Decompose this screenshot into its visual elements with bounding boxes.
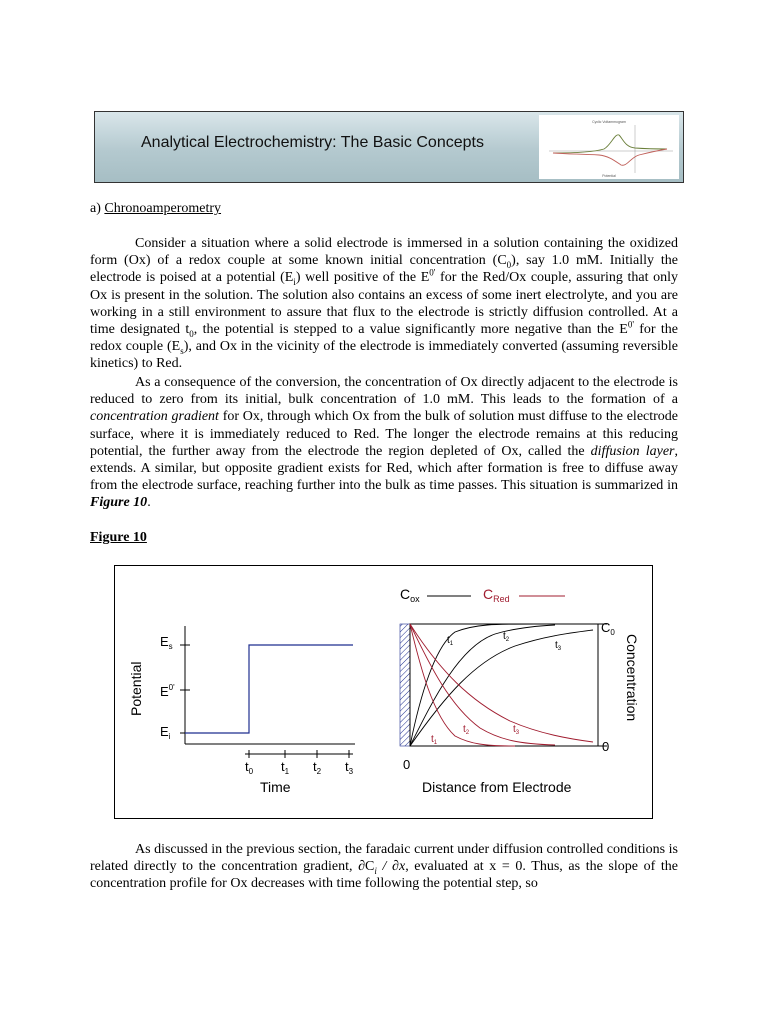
- paragraph-1: [90, 235, 678, 373]
- p3-text-2: / ∂x: [376, 859, 406, 875]
- p2-figure-reference: Figure 10: [90, 495, 148, 511]
- legend-cox-label: $C_{ox}$: [400, 586, 420, 604]
- figure-10-graphic: [115, 566, 652, 818]
- thumb-anodic-trace: [553, 135, 667, 153]
- p1-sub-4: 0: [189, 328, 194, 339]
- p2-text-1: As a consequence of the conversion, the concentration of Ox directly adjacent to the electrode is reduced to zero from its initial, bulk concentration of 1.0 mM. This leads to the formation of a: [90, 375, 678, 408]
- p1-text-1: Consider a situation where a solid electrode is immersed in a solution containing the oxidized form (Ox) of a redox couple at some known initial concentration (C: [90, 236, 678, 269]
- p1-text-7: ), and Ox in the vicinity of the electrode is immediately converted (assuming reversible kinetics) to Red.: [90, 339, 678, 372]
- p3-text-3: , evaluated at x = 0. Thus, as the slope of the concentration profile for Ox decreases with time following the potential step, so: [90, 859, 678, 892]
- p1-text-5: , the potential is stepped to a value significantly more negative than the E: [193, 322, 628, 338]
- section-marker: a): [90, 201, 101, 216]
- paragraph-2: [90, 374, 678, 512]
- cyclic-voltammogram-thumbnail: [539, 115, 679, 179]
- distance-axis-label: Distance from Electrode: [422, 779, 572, 795]
- red-profile-t3: [410, 624, 593, 742]
- es-label: $E_s$: [160, 634, 173, 651]
- thumb-x-label: Potential: [602, 174, 616, 178]
- p2-text-4: .: [147, 495, 151, 511]
- legend-cred-label: $C_{Red}$: [483, 586, 510, 604]
- ox-curve-label-t2: $t_2$: [503, 631, 510, 643]
- electrode-surface: [400, 624, 410, 746]
- thumb-cathodic-trace: [553, 149, 667, 165]
- ox-profile-t2: [410, 625, 555, 746]
- ox-curve-label-t1: $t_1$: [447, 635, 454, 647]
- section-title: Chronoamperometry: [104, 201, 222, 216]
- ox-curve-label-t3: $t_3$: [555, 640, 562, 652]
- t0-label: $t_0$: [245, 759, 254, 776]
- p2-emphasis-concentration-gradient: concentration gradient: [90, 409, 219, 425]
- t1-label: $t_1$: [281, 759, 290, 776]
- concentration-plot-frame: [410, 624, 598, 746]
- t2-label: $t_2$: [313, 759, 322, 776]
- header-banner: [94, 111, 684, 183]
- p3-text-1: As discussed in the previous section, the faradaic current under diffusion controlled conditions is related directly to the concentration gradient, ∂C: [90, 842, 678, 875]
- red-curve-label-t2: $t_2$: [463, 724, 470, 736]
- p1-sub-2: i: [293, 277, 296, 288]
- p2-text-3: , extends. A similar, but opposite gradient exists for Red, which after formation is free to diffuse away from the electrode surface, reaching further into the bulk as time passes. This situation is summarized in: [90, 443, 678, 494]
- potential-step-trace: [185, 645, 353, 733]
- potential-axis-label: Potential: [128, 661, 144, 716]
- ox-concentration-profiles: [410, 624, 593, 746]
- red-profile-t2: [410, 624, 555, 745]
- p2-emphasis-diffusion-layer: diffusion layer: [590, 443, 675, 459]
- p1-text-2: ), say 1.0 mM. Initially the electrode is poised at a potential (E: [90, 253, 678, 286]
- concentration-axis-label: Concentration: [624, 634, 640, 722]
- ox-profile-t1: [410, 624, 535, 746]
- e0-label: $E^{0'}$: [160, 683, 175, 699]
- p1-sup-5: 0': [627, 319, 634, 330]
- p1-text-6: for the redox couple (E: [90, 322, 678, 355]
- red-concentration-profiles: [410, 624, 593, 746]
- p3-sub-1: i: [374, 866, 377, 876]
- ox-profile-t3: [410, 630, 593, 746]
- ei-label: $E_i$: [160, 724, 171, 741]
- document-title: Analytical Electrochemistry: The Basic Concepts: [141, 134, 484, 151]
- voltammogram-thumbnail-graphic: [539, 115, 679, 179]
- figure-label: Figure 10: [90, 530, 147, 545]
- c0-label: $C_0$: [601, 620, 615, 637]
- time-axis-label: Time: [260, 779, 291, 795]
- t3-label: $t_3$: [345, 759, 354, 776]
- section-heading: [90, 201, 221, 217]
- p1-sub-1: 0: [506, 260, 512, 270]
- p1-text-3: ) well positive of the E: [295, 270, 430, 286]
- paragraph-3: [90, 841, 678, 893]
- red-curve-label-t1: $t_1$: [431, 734, 438, 746]
- zero-conc-label: 0: [602, 739, 610, 754]
- p1-text-4: for the Red/Ox couple, assuring that only Ox is present in the solution. The solution also contains an excess of some inert electrolyte, and you are working in a still environment to assure that flux to the electrode is strictly diffusion controlled. At a time designated t: [90, 270, 678, 338]
- p2-text-2: for Ox, through which Ox from the bulk of solution must diffuse to the electrode surface, where it is immediately reduced to Red. The longer the electrode remains at this reducing potential, the further away from the electrode the region depleted of Ox, called the: [90, 409, 679, 459]
- p1-sub-6: s: [180, 346, 184, 357]
- figure-10: [114, 565, 653, 819]
- thumb-caption: Cyclic Voltammogram: [592, 120, 626, 124]
- p1-sup-3: 0': [429, 267, 436, 278]
- red-curve-label-t3: $t_3$: [513, 724, 520, 736]
- zero-distance-label: 0: [403, 757, 411, 772]
